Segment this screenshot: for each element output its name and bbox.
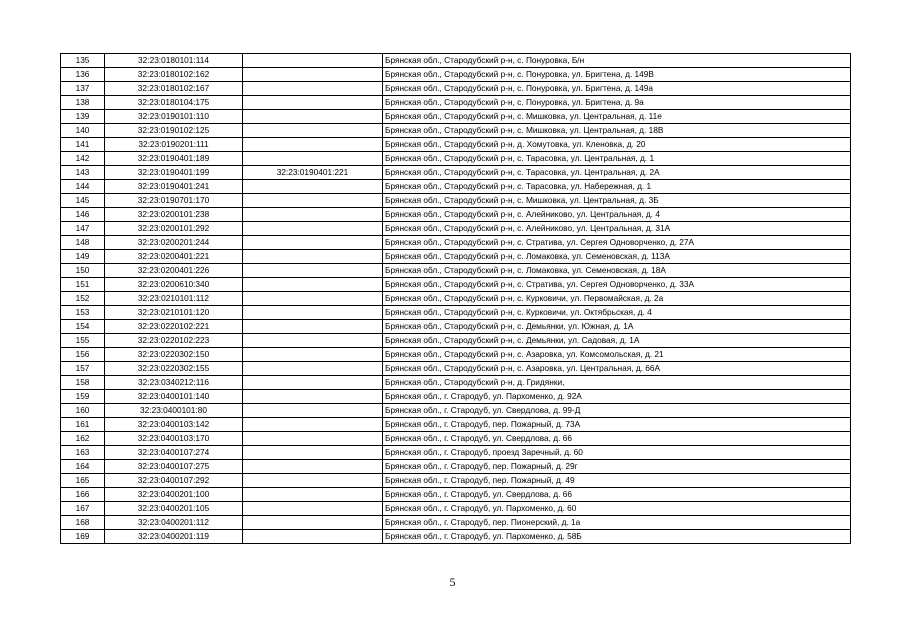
row-number-cell: 154 [61,320,105,334]
row-number-cell: 145 [61,194,105,208]
table-row [61,306,851,320]
cadastral-number-cell: 32:23:0200201:244 [105,236,243,250]
row-number-cell: 152 [61,292,105,306]
linked-cadastral-number-cell [243,250,383,264]
row-number-cell: 167 [61,502,105,516]
linked-cadastral-number-cell [243,530,383,544]
address-cell: Брянская обл., г. Стародуб, пер. Пожарный, д. 73А [383,418,851,432]
row-number-cell: 142 [61,152,105,166]
cadastral-number-cell: 32:23:0180102:167 [105,82,243,96]
linked-cadastral-number-cell [243,418,383,432]
row-number-cell: 147 [61,222,105,236]
address-cell: Брянская обл., г. Стародуб, пер. Пожарный, д. 29г [383,460,851,474]
row-number-cell: 135 [61,54,105,68]
linked-cadastral-number-cell [243,488,383,502]
linked-cadastral-number-cell [243,362,383,376]
table-row [61,530,851,544]
row-number-cell: 140 [61,124,105,138]
row-number-cell: 164 [61,460,105,474]
table-row [61,502,851,516]
address-cell: Брянская обл., Стародубский р-н, с. Мишковка, ул. Центральная, д. 3Б [383,194,851,208]
registry-table-body [61,54,851,544]
row-number-cell: 148 [61,236,105,250]
linked-cadastral-number-cell [243,68,383,82]
address-cell: Брянская обл., Стародубский р-н, с. Курковичи, ул. Первомайская, д. 2а [383,292,851,306]
address-cell: Брянская обл., г. Стародуб, ул. Пархоменко, д. 58Б [383,530,851,544]
row-number-cell: 149 [61,250,105,264]
row-number-cell: 151 [61,278,105,292]
cadastral-number-cell: 32:23:0400201:119 [105,530,243,544]
address-cell: Брянская обл., Стародубский р-н, с. Тарасовка, ул. Центральная, д. 2А [383,166,851,180]
row-number-cell: 143 [61,166,105,180]
table-row [61,138,851,152]
linked-cadastral-number-cell [243,320,383,334]
address-cell: Брянская обл., Стародубский р-н, с. Мишковка, ул. Центральная, д. 11е [383,110,851,124]
linked-cadastral-number-cell [243,334,383,348]
row-number-cell: 158 [61,376,105,390]
linked-cadastral-number-cell [243,96,383,110]
table-row [61,152,851,166]
cadastral-number-cell: 32:23:0190701:170 [105,194,243,208]
address-cell: Брянская обл., Стародубский р-н, с. Курковичи, ул. Октябрьская, д. 4 [383,306,851,320]
cadastral-number-cell: 32:23:0400201:105 [105,502,243,516]
address-cell: Брянская обл., Стародубский р-н, с. Азаровка, ул. Центральная, д. 66А [383,362,851,376]
address-cell: Брянская обл., Стародубский р-н, с. Понуровка, ул. Бригтена, д. 149а [383,82,851,96]
address-cell: Брянская обл., Стародубский р-н, с. Ломаковка, ул. Семеновская, д. 113А [383,250,851,264]
linked-cadastral-number-cell [243,502,383,516]
linked-cadastral-number-cell [243,306,383,320]
row-number-cell: 146 [61,208,105,222]
registry-table [60,53,851,544]
cadastral-number-cell: 32:23:0400201:112 [105,516,243,530]
table-row [61,250,851,264]
cadastral-number-cell: 32:23:0180102:162 [105,68,243,82]
table-row [61,236,851,250]
cadastral-number-cell: 32:23:0220302:155 [105,362,243,376]
cadastral-number-cell: 32:23:0190101:110 [105,110,243,124]
row-number-cell: 166 [61,488,105,502]
row-number-cell: 138 [61,96,105,110]
cadastral-number-cell: 32:23:0190201:111 [105,138,243,152]
linked-cadastral-number-cell [243,208,383,222]
table-row [61,82,851,96]
cadastral-number-cell: 32:23:0190401:199 [105,166,243,180]
linked-cadastral-number-cell [243,124,383,138]
cadastral-number-cell: 32:23:0190401:241 [105,180,243,194]
row-number-cell: 159 [61,390,105,404]
address-cell: Брянская обл., г. Стародуб, ул. Пархоменко, д. 92А [383,390,851,404]
cadastral-number-cell: 32:23:0400107:292 [105,474,243,488]
cadastral-number-cell: 32:23:0200101:238 [105,208,243,222]
linked-cadastral-number-cell [243,516,383,530]
cadastral-number-cell: 32:23:0180101:114 [105,54,243,68]
linked-cadastral-number-cell: 32:23:0190401:221 [243,166,383,180]
row-number-cell: 160 [61,404,105,418]
registry-sheet [60,53,850,544]
row-number-cell: 136 [61,68,105,82]
linked-cadastral-number-cell [243,376,383,390]
address-cell: Брянская обл., Стародубский р-н, с. Демьянки, ул. Южная, д. 1А [383,320,851,334]
linked-cadastral-number-cell [243,432,383,446]
table-row [61,96,851,110]
linked-cadastral-number-cell [243,474,383,488]
table-row [61,180,851,194]
address-cell: Брянская обл., Стародубский р-н, с. Тарасовка, ул. Набережная, д. 1 [383,180,851,194]
table-row [61,292,851,306]
cadastral-number-cell: 32:23:0220302:150 [105,348,243,362]
page-number: 5 [449,575,456,589]
table-row [61,320,851,334]
linked-cadastral-number-cell [243,152,383,166]
table-row [61,124,851,138]
cadastral-number-cell: 32:23:0200101:292 [105,222,243,236]
address-cell: Брянская обл., Стародубский р-н, с. Ломаковка, ул. Семеновская, д. 18А [383,264,851,278]
address-cell: Брянская обл., Стародубский р-н, с. Понуровка, Б/н [383,54,851,68]
address-cell: Брянская обл., Стародубский р-н, д. Гридянки, [383,376,851,390]
cadastral-number-cell: 32:23:0210101:120 [105,306,243,320]
linked-cadastral-number-cell [243,292,383,306]
cadastral-number-cell: 32:23:0400101:80 [105,404,243,418]
cadastral-number-cell: 32:23:0180104:175 [105,96,243,110]
row-number-cell: 163 [61,446,105,460]
linked-cadastral-number-cell [243,180,383,194]
row-number-cell: 150 [61,264,105,278]
table-row [61,404,851,418]
row-number-cell: 139 [61,110,105,124]
table-row [61,348,851,362]
linked-cadastral-number-cell [243,460,383,474]
row-number-cell: 169 [61,530,105,544]
address-cell: Брянская обл., г. Стародуб, ул. Свердлова, д. 99-Д [383,404,851,418]
cadastral-number-cell: 32:23:0190102:125 [105,124,243,138]
address-cell: Брянская обл., Стародубский р-н, с. Мишковка, ул. Центральная, д. 18В [383,124,851,138]
linked-cadastral-number-cell [243,446,383,460]
address-cell: Брянская обл., Стародубский р-н, с. Тарасовка, ул. Центральная, д. 1 [383,152,851,166]
table-row [61,68,851,82]
cadastral-number-cell: 32:23:0400201:100 [105,488,243,502]
linked-cadastral-number-cell [243,82,383,96]
cadastral-number-cell: 32:23:0220102:221 [105,320,243,334]
address-cell: Брянская обл., Стародубский р-н, с. Понуровка, ул. Бригтена, д. 149В [383,68,851,82]
address-cell: Брянская обл., Стародубский р-н, с. Демьянки, ул. Садовая, д. 1А [383,334,851,348]
address-cell: Брянская обл., г. Стародуб, пер. Пионерский, д. 1а [383,516,851,530]
address-cell: Брянская обл., Стародубский р-н, с. Алейниково, ул. Центральная, д. 31А [383,222,851,236]
address-cell: Брянская обл., Стародубский р-н, с. Алейниково, ул. Центральная, д. 4 [383,208,851,222]
linked-cadastral-number-cell [243,404,383,418]
table-row [61,376,851,390]
address-cell: Брянская обл., Стародубский р-н, с. Стратива, ул. Сергея Одноворченко, д. 27А [383,236,851,250]
table-row [61,390,851,404]
row-number-cell: 157 [61,362,105,376]
cadastral-number-cell: 32:23:0400103:170 [105,432,243,446]
row-number-cell: 168 [61,516,105,530]
table-row [61,460,851,474]
row-number-cell: 137 [61,82,105,96]
table-row [61,474,851,488]
linked-cadastral-number-cell [243,278,383,292]
row-number-cell: 156 [61,348,105,362]
linked-cadastral-number-cell [243,348,383,362]
table-row [61,418,851,432]
table-row [61,208,851,222]
row-number-cell: 161 [61,418,105,432]
cadastral-number-cell: 32:23:0400103:142 [105,418,243,432]
cadastral-number-cell: 32:23:0400101:140 [105,390,243,404]
address-cell: Брянская обл., г. Стародуб, ул. Свердлова, д. 66 [383,432,851,446]
table-row [61,278,851,292]
table-row [61,488,851,502]
linked-cadastral-number-cell [243,194,383,208]
row-number-cell: 165 [61,474,105,488]
address-cell: Брянская обл., г. Стародуб, пер. Пожарный, д. 49 [383,474,851,488]
cadastral-number-cell: 32:23:0210101:112 [105,292,243,306]
table-row [61,264,851,278]
cadastral-number-cell: 32:23:0400107:275 [105,460,243,474]
cadastral-number-cell: 32:23:0190401:189 [105,152,243,166]
cadastral-number-cell: 32:23:0220102:223 [105,334,243,348]
address-cell: Брянская обл., Стародубский р-н, с. Азаровка, ул. Комсомольская, д. 21 [383,348,851,362]
linked-cadastral-number-cell [243,236,383,250]
row-number-cell: 155 [61,334,105,348]
table-row [61,110,851,124]
table-row [61,54,851,68]
row-number-cell: 144 [61,180,105,194]
cadastral-number-cell: 32:23:0340212:116 [105,376,243,390]
address-cell: Брянская обл., г. Стародуб, ул. Свердлова, д. 66 [383,488,851,502]
table-row [61,432,851,446]
address-cell: Брянская обл., Стародубский р-н, с. Понуровка, ул. Бригтена, д. 9а [383,96,851,110]
table-row [61,362,851,376]
table-row [61,194,851,208]
address-cell: Брянская обл., г. Стародуб, ул. Пархоменко, д. 60 [383,502,851,516]
address-cell: Брянская обл., Стародубский р-н, д. Хомутовка, ул. Кленовка, д. 20 [383,138,851,152]
table-row [61,222,851,236]
table-row [61,516,851,530]
row-number-cell: 141 [61,138,105,152]
linked-cadastral-number-cell [243,390,383,404]
linked-cadastral-number-cell [243,138,383,152]
cadastral-number-cell: 32:23:0200401:226 [105,264,243,278]
table-row [61,446,851,460]
address-cell: Брянская обл., г. Стародуб, проезд Заречный, д. 60 [383,446,851,460]
cadastral-number-cell: 32:23:0200401:221 [105,250,243,264]
row-number-cell: 162 [61,432,105,446]
cadastral-number-cell: 32:23:0200610:340 [105,278,243,292]
cadastral-number-cell: 32:23:0400107:274 [105,446,243,460]
linked-cadastral-number-cell [243,54,383,68]
row-number-cell: 153 [61,306,105,320]
linked-cadastral-number-cell [243,222,383,236]
linked-cadastral-number-cell [243,264,383,278]
table-row [61,166,851,180]
address-cell: Брянская обл., Стародубский р-н, с. Стратива, ул. Сергея Одноворченко, д. 33А [383,278,851,292]
table-row [61,334,851,348]
linked-cadastral-number-cell [243,110,383,124]
